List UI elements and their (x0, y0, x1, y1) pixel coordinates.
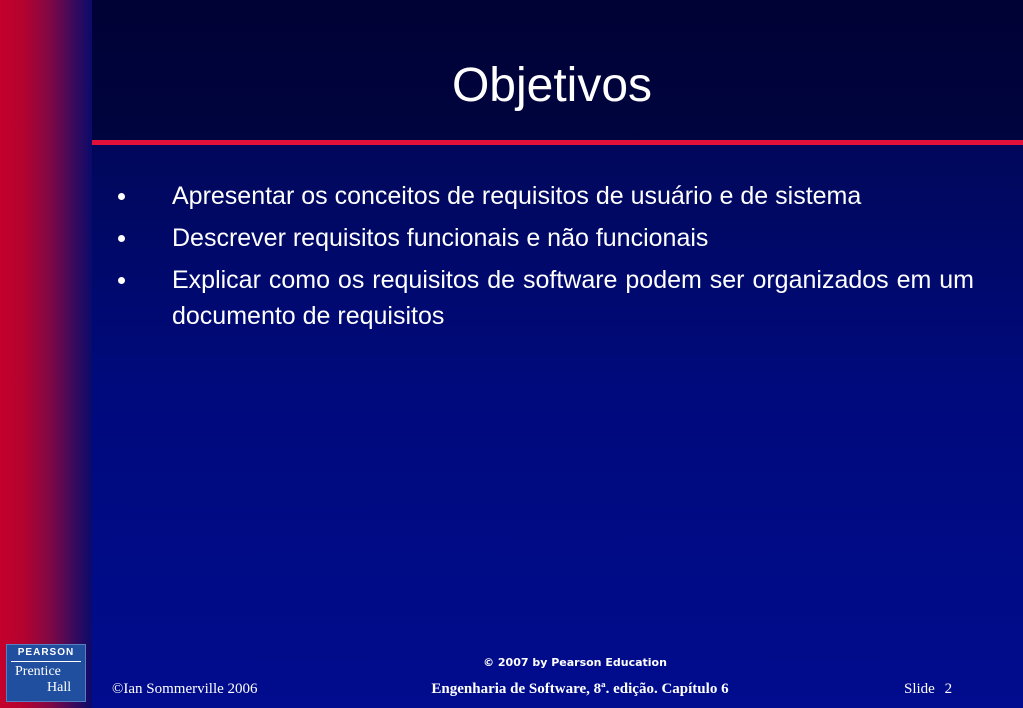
bullet-item (118, 262, 974, 334)
pearson-prentice-hall-logo (6, 644, 86, 702)
footer-book-title: Engenharia de Software, 8ª. edição. Capítulo 6 (431, 681, 729, 697)
bullet-item (118, 178, 974, 214)
slide-label: Slide (904, 681, 935, 697)
side-color-band (0, 0, 92, 708)
copyright-notice: © 2007 by Pearson Education (483, 656, 667, 669)
footer-author: ©Ian Sommerville 2006 (112, 681, 258, 697)
logo-hall-text: Hall (47, 680, 72, 695)
bullet-text: Descrever requisitos funcionais e não funcionais (172, 224, 709, 252)
logo-prentice-text: Prentice (15, 664, 61, 679)
slide-number (904, 681, 952, 698)
bullet-dot-icon (118, 277, 125, 284)
bullet-text: Explicar como os requisitos de software podem ser organizados em um documento de requisitos (172, 266, 974, 330)
bullet-dot-icon (118, 193, 125, 200)
logo-pearson-text: PEARSON (17, 647, 75, 658)
slide-number-value: 2 (944, 681, 953, 697)
bullet-dot-icon (118, 235, 125, 242)
logo-divider (11, 661, 81, 662)
slide-title: Objetivos (451, 59, 653, 112)
title-divider (92, 140, 1023, 145)
bullet-list (118, 178, 974, 340)
bullet-item (118, 220, 974, 256)
bullet-text: Apresentar os conceitos de requisitos de usuário e de sistema (172, 182, 862, 210)
